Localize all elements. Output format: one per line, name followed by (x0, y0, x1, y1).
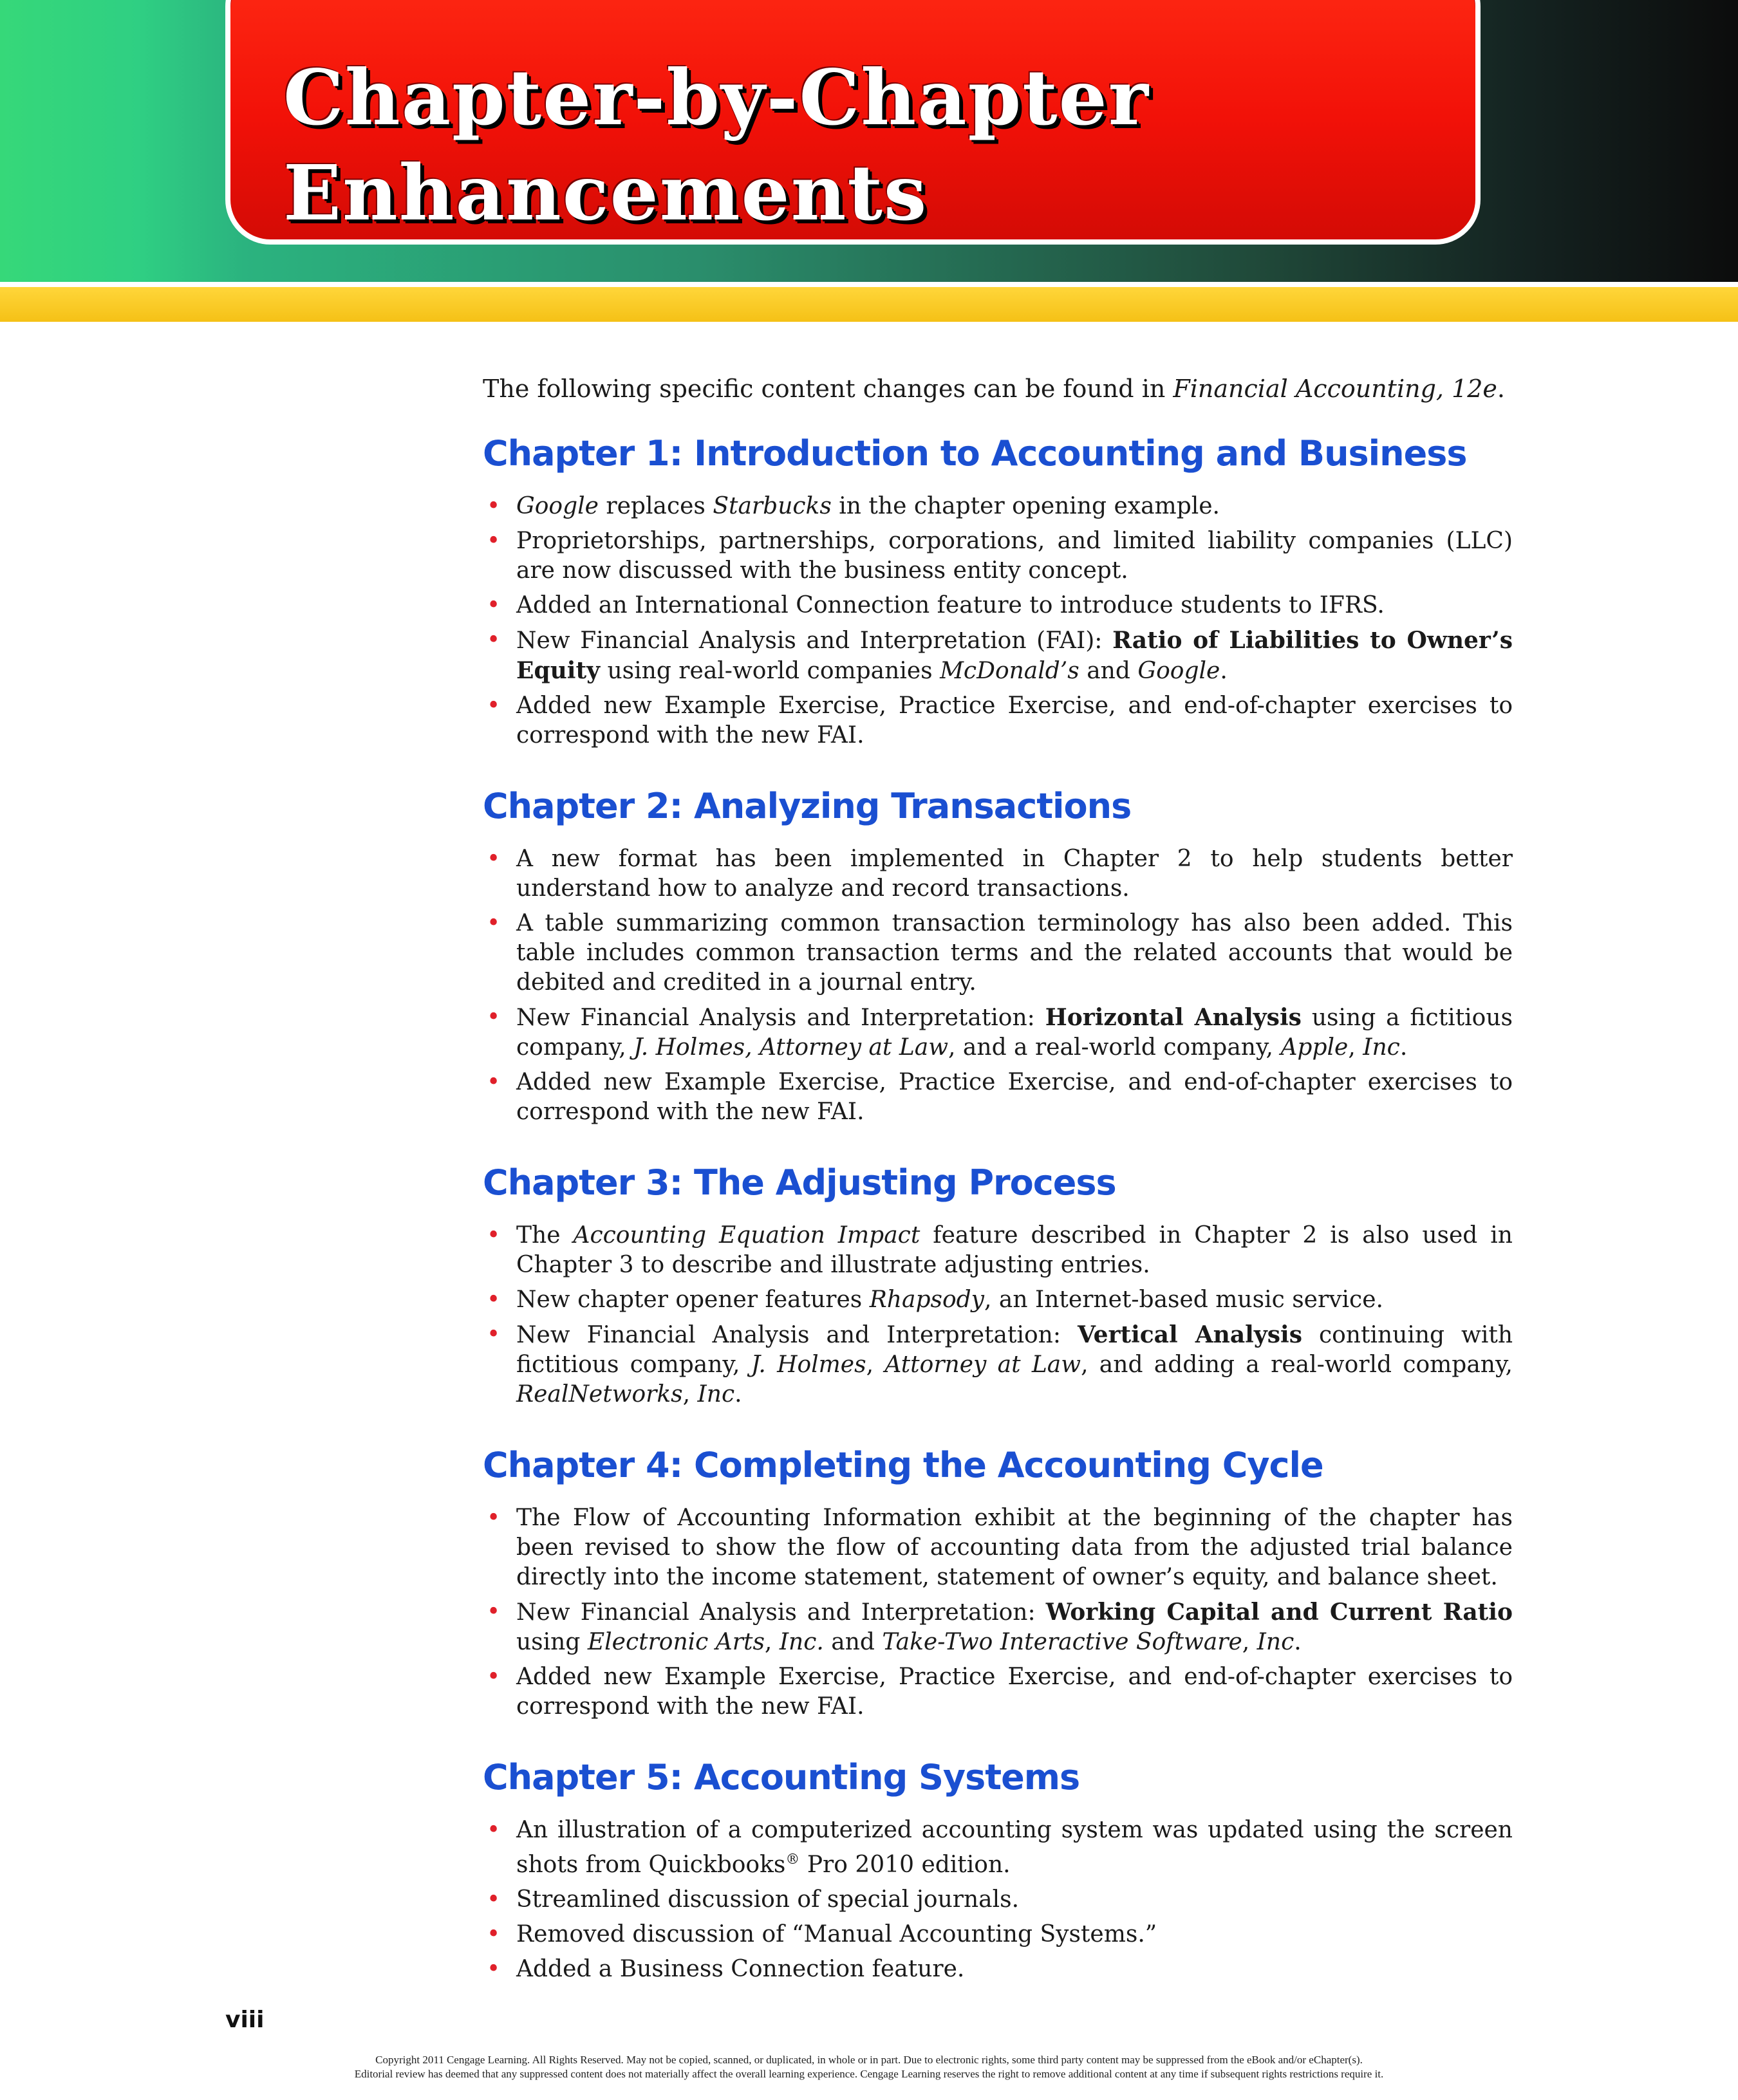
list-item (483, 1597, 1513, 1657)
text-segment: . (1294, 1629, 1302, 1655)
text-segment: New Financial Analysis and Interpretation: (516, 1005, 1045, 1031)
chapter-list (483, 432, 1513, 1984)
list-item (483, 1662, 1513, 1722)
text-segment: New chapter opener features (516, 1287, 870, 1313)
chapter-heading: Chapter 2: Analyzing Transactions (483, 786, 1132, 826)
text-segment: , and a real-world company, (948, 1034, 1281, 1061)
text-segment: Working Capital and Current Ratio (1045, 1599, 1513, 1626)
list-item (483, 1068, 1513, 1127)
text-segment: Added a Business Connection feature. (516, 1956, 965, 1982)
bullet-dot-icon: • (487, 528, 501, 554)
yellow-band (0, 287, 1738, 322)
text-segment: Electronic Arts (587, 1629, 765, 1655)
chapter-section (483, 1444, 1513, 1722)
text-segment: A table summarizing common transaction terminology has also been added. This table includes common transaction terms and the related accounts that would be debited and credited in a journal entry. (516, 910, 1513, 996)
text-segment: replaces (598, 493, 713, 519)
bullet-dot-icon: • (487, 1505, 501, 1531)
copyright-line-2: Editorial review has deemed that any suppressed content does not materially affect the overall learning experience. Cengage Learning reserves the right to remove additional content at any time if subsequent rights restrictions require it. (354, 2068, 1384, 2080)
bullet-dot-icon: • (487, 1956, 501, 1982)
text-segment: , (682, 1381, 698, 1408)
text-segment: Pro 2010 edition. (799, 1852, 1011, 1878)
text-segment: continuing with fictitious company, (516, 1322, 1513, 1378)
bullet-dot-icon: • (487, 592, 501, 618)
text-segment: Google (1137, 658, 1220, 684)
text-segment: , (764, 1629, 780, 1655)
text-segment: Take-Two Interactive Software (882, 1629, 1242, 1655)
text-segment: McDonald’s (940, 658, 1079, 684)
chapter-section (483, 1162, 1513, 1409)
bullet-dot-icon: • (487, 1287, 501, 1313)
bullet-dot-icon: • (487, 493, 501, 519)
book-title: Financial Accounting, 12e (1173, 375, 1497, 403)
bullet-list (483, 1816, 1513, 1984)
intro-text: The following specific content changes can be found in (483, 375, 1173, 403)
bullet-dot-icon: • (487, 910, 501, 936)
bullet-dot-icon: • (487, 1664, 501, 1690)
text-segment: A new format has been implemented in Chapter 2 to help students better understand how to analyze and record transactions. (516, 846, 1513, 902)
banner-divider (0, 282, 1738, 287)
text-segment: Added an International Connection feature to introduce students to IFRS. (516, 592, 1385, 618)
text-segment: New Financial Analysis and Interpretation: (516, 1599, 1046, 1626)
bullet-list (483, 492, 1513, 750)
chapter-heading: Chapter 3: The Adjusting Process (483, 1162, 1116, 1203)
list-item (483, 591, 1513, 620)
bullet-dot-icon: • (487, 627, 501, 653)
text-segment: . (1399, 1034, 1408, 1061)
list-item (483, 626, 1513, 686)
bullet-dot-icon: • (487, 1599, 501, 1625)
bullet-dot-icon: • (487, 1069, 501, 1095)
text-segment: Inc (697, 1381, 735, 1408)
text-segment: , (1242, 1629, 1257, 1655)
text-segment: Horizontal Analysis (1045, 1004, 1302, 1031)
main-content (483, 373, 1513, 2019)
bullet-list (483, 1221, 1513, 1409)
text-segment: and (823, 1629, 883, 1655)
list-item (483, 691, 1513, 750)
intro-paragraph (483, 373, 1513, 404)
text-segment: feature described in Chapter 2 is also used in Chapter 3 to describe and illustrate adjusting entries. (516, 1222, 1513, 1278)
text-segment: using a fictitious company, (516, 1005, 1513, 1061)
bullet-dot-icon: • (487, 1921, 501, 1947)
text-segment: RealNetworks (516, 1381, 683, 1408)
page-number: viii (225, 2007, 265, 2033)
bullet-dot-icon: • (487, 1004, 501, 1030)
text-segment: Removed discussion of “Manual Accounting Systems.” (516, 1921, 1157, 1947)
chapter-heading: Chapter 5: Accounting Systems (483, 1757, 1080, 1798)
list-item (483, 1885, 1513, 1915)
text-segment: ® (785, 1852, 800, 1868)
list-item (483, 1320, 1513, 1409)
bullet-dot-icon: • (487, 1886, 501, 1913)
text-segment: The Flow of Accounting Information exhibit at the beginning of the chapter has been revised to show the flow of accounting data from the adjusted trial balance directly into the income statement, statement of owner’s equity, and balance sheet. (516, 1505, 1513, 1590)
copyright-notice (193, 2053, 1545, 2081)
list-item (483, 1816, 1513, 1880)
bullet-list (483, 844, 1513, 1127)
chapter-section (483, 1756, 1513, 1984)
text-segment: Apple (1280, 1034, 1349, 1061)
text-segment: J. Holmes, Attorney at Law (633, 1034, 949, 1061)
list-item (483, 1920, 1513, 1949)
list-item (483, 844, 1513, 904)
text-segment: using (516, 1629, 588, 1655)
list-item (483, 1285, 1513, 1315)
text-segment: Inc. (779, 1629, 824, 1655)
text-segment: New Financial Analysis and Interpretation (FAI): (516, 627, 1113, 654)
list-item (483, 492, 1513, 521)
list-item (483, 1955, 1513, 1984)
bullet-dot-icon: • (487, 1817, 501, 1843)
text-segment: , and adding a real-world company, (1081, 1352, 1513, 1378)
chapter-heading: Chapter 1: Introduction to Accounting and Business (483, 433, 1467, 474)
text-segment: The (516, 1222, 574, 1249)
text-segment: Starbucks (713, 493, 832, 519)
text-segment: J. Holmes (751, 1352, 866, 1378)
chapter-heading: Chapter 4: Completing the Accounting Cycle (483, 1445, 1323, 1485)
intro-end: . (1497, 375, 1505, 403)
title-line-2: Enhancements (283, 148, 928, 237)
text-segment: Ratio of Liabilities to Owner’s Equity (516, 627, 1513, 684)
bullet-dot-icon: • (487, 846, 501, 872)
text-segment: , (1348, 1034, 1363, 1061)
text-segment: Inc (1363, 1034, 1400, 1061)
text-segment: Inc (1257, 1629, 1294, 1655)
text-segment: . (734, 1381, 742, 1408)
text-segment: Rhapsody (869, 1287, 985, 1313)
text-segment: Google (516, 493, 599, 519)
text-segment: Attorney at Law (884, 1352, 1081, 1378)
text-segment: , (866, 1352, 885, 1378)
text-segment: Added new Example Exercise, Practice Exercise, and end-of-chapter exercises to correspond with the new FAI. (516, 1069, 1513, 1125)
text-segment: Vertical Analysis (1077, 1321, 1302, 1348)
chapter-section (483, 785, 1513, 1127)
list-item (483, 909, 1513, 998)
text-segment: using real-world companies (600, 658, 940, 684)
bullet-list (483, 1503, 1513, 1722)
list-item (483, 1503, 1513, 1592)
page-title (283, 50, 1150, 241)
text-segment: An illustration of a computerized accounting system was updated using the screen shots from Quickbooks (516, 1817, 1513, 1878)
bullet-dot-icon: • (487, 1222, 501, 1249)
bullet-dot-icon: • (487, 692, 501, 719)
title-line-1: Chapter-by-Chapter (283, 53, 1150, 142)
copyright-line-1: Copyright 2011 Cengage Learning. All Rights Reserved. May not be copied, scanned, or duplicated, in whole or in part. Due to electronic rights, some third party content may be suppressed from the eBook and/or eChapter(s). (375, 2054, 1363, 2066)
text-segment: in the chapter opening example. (831, 493, 1220, 519)
text-segment: New Financial Analysis and Interpretation: (516, 1322, 1078, 1348)
text-segment: Streamlined discussion of special journals. (516, 1886, 1020, 1913)
text-segment: Added new Example Exercise, Practice Exercise, and end-of-chapter exercises to correspond with the new FAI. (516, 692, 1513, 748)
text-segment: , an Internet-based music service. (984, 1287, 1383, 1313)
text-segment: . (1220, 658, 1228, 684)
chapter-section (483, 432, 1513, 750)
list-item (483, 1003, 1513, 1063)
text-segment: Proprietorships, partnerships, corporations, and limited liability companies (LLC) are now discussed with the business entity concept. (516, 528, 1513, 584)
text-segment: and (1079, 658, 1138, 684)
list-item (483, 1221, 1513, 1280)
text-segment: Added new Example Exercise, Practice Exercise, and end-of-chapter exercises to correspond with the new FAI. (516, 1664, 1513, 1720)
text-segment: Accounting Equation Impact (573, 1222, 920, 1249)
list-item (483, 526, 1513, 586)
bullet-dot-icon: • (487, 1321, 501, 1348)
